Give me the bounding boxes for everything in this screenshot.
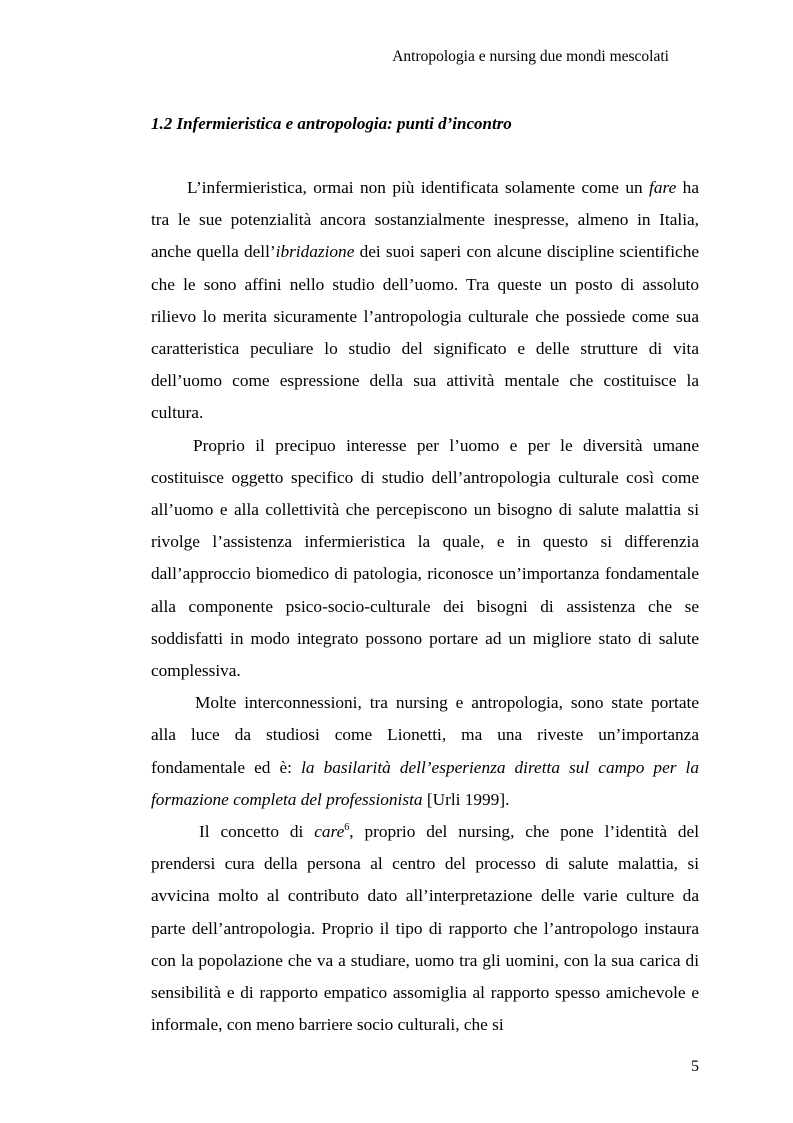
paragraph-3-text-a: Molte interconnessioni, tra nursing e antropologia, sono state portate alla luce da studiosi come Lionetti, ma una riveste un’importanza fondamentale ed è: — [151, 693, 699, 777]
body-text — [151, 172, 699, 1041]
paragraph-1-text-a: L’infermieristica, ormai non più identificata solamente come un — [187, 178, 650, 197]
paragraph-4-text-c: , proprio del nursing, che pone l’identità del prendersi cura della persona al centro del processo di salute malattia, si avvicina molto al contributo dato all’interpretazione delle varie culture da parte dell’antropologia. Proprio il tipo di rapporto che l’antropologo instaura con la popolazione che va a studiare, uomo tra gli uomini, con la sua carica di sensibilità e di rapporto empatico assomiglia al rapporto spesso amichevole e informale, con meno barriere socio culturali, che si — [151, 822, 699, 1035]
footnote-marker[interactable]: 6 — [344, 822, 350, 834]
term-ibridazione: ibridazione — [275, 242, 355, 262]
section-title: 1.2 Infermieristica e antropologia: punti d’incontro — [151, 114, 512, 133]
paragraph-2 — [151, 430, 699, 688]
paragraph-1 — [151, 172, 699, 430]
page-number: 5 — [691, 1058, 699, 1075]
quoted-principle: la basilarità dell’esperienza diretta sul campo per la formazione completa del professionista — [151, 757, 699, 809]
paragraph-3 — [151, 687, 699, 816]
paragraph-2-text: Proprio il precipuo interesse per l’uomo e per le diversità umane costituisce oggetto specifico di studio dell’antropologia culturale così come all’uomo e alla collettività che percepiscono un bisogno di salute malattia si rivolge l’assistenza infermieristica la quale, e in questo si differenzia dall’approccio biomedico di patologia, riconosce un’importanza fondamentale alla componente psico-socio-culturale dei bisogni di assistenza che se soddisfatti in modo integrato possono portare ad un migliore stato di salute complessiva. — [151, 435, 699, 681]
term-fare: fare — [649, 178, 677, 197]
term-care: care — [314, 822, 345, 842]
paragraph-1-text-e: dei suoi saperi con alcune discipline scientifiche che le sono affini nello studio dell’uomo. Tra queste un posto di assoluto rilievo lo merita sicuramente l’antropologia culturale che possiede come sua caratteristica peculiare lo studio del significato e delle strutture di vita dell’uomo come espressione della sua attività mentale che costituisce la cultura. — [151, 242, 700, 423]
paragraph-4-text-a: Il concetto di — [199, 822, 315, 842]
paragraph-1-text-c: ha tra le sue potenzialità ancora sostanzialmente inespresse, almeno in Italia, anche quella dell’ — [151, 178, 699, 262]
citation: [Urli 1999]. — [422, 789, 510, 809]
running-header: Antropologia e nursing due mondi mescolati — [392, 48, 669, 65]
paragraph-4 — [151, 816, 699, 1041]
